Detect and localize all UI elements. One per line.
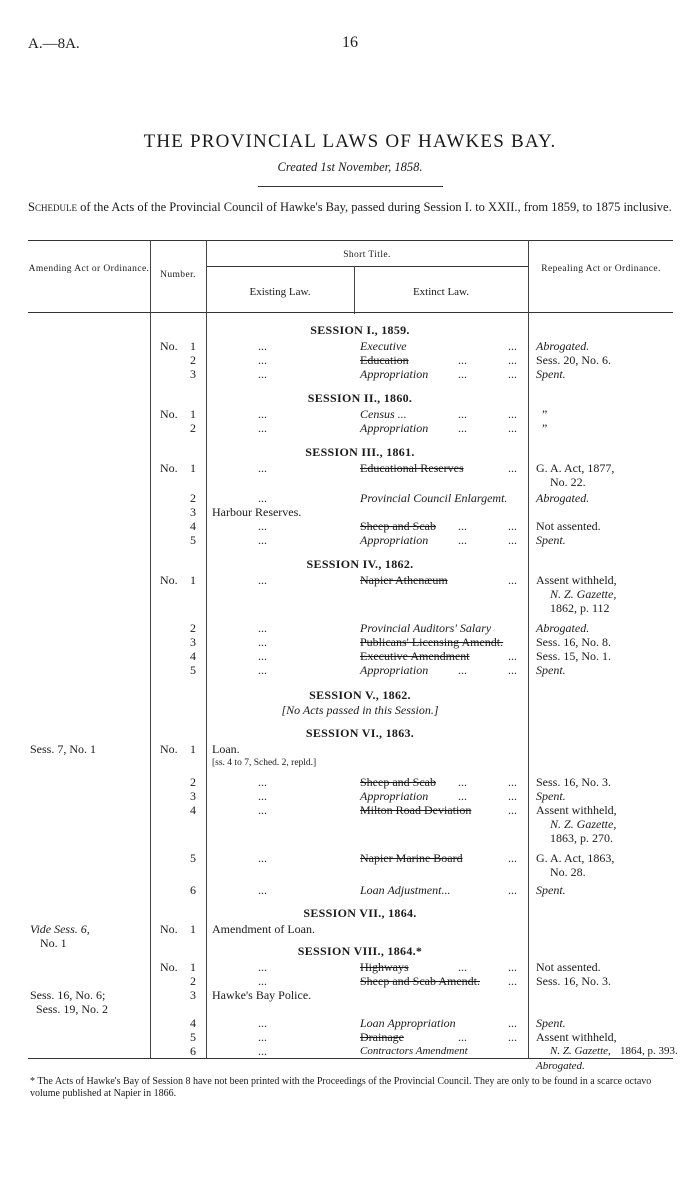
row-extinct: Appropriation <box>360 367 429 381</box>
row-number: 3 <box>190 988 196 1002</box>
row-repealing-cont: 1864, p. 393. <box>620 1045 678 1057</box>
row-existing: Harbour Reserves. <box>212 505 302 519</box>
row-repealing: Sess. 16, No. 8. <box>536 635 612 649</box>
row-dots: ... <box>508 339 517 353</box>
page-number: 16 <box>342 34 358 51</box>
row-existing-ellipsis: ... <box>258 461 267 475</box>
table-top-rule <box>28 240 673 241</box>
row-dots: ... <box>508 407 517 421</box>
row-repealing: Abrogated. <box>536 339 590 353</box>
row-repealing: Abrogated. <box>536 621 590 635</box>
row-existing-ellipsis: ... <box>258 974 267 988</box>
row-number: 1 <box>190 339 196 353</box>
row-existing-ellipsis: ... <box>258 1030 267 1044</box>
session-heading: SESSION III., 1861. <box>305 445 415 459</box>
row-dots: ... <box>458 421 467 435</box>
row-repealing-cont: N. Z. Gazette, <box>550 587 617 601</box>
row-repealing: Spent. <box>536 789 566 803</box>
row-amending-line: Vide Sess. 6, <box>30 922 90 936</box>
row-extinct: Contractors Amendment <box>360 1045 468 1057</box>
session-note: [No Acts passed in this Session.] <box>281 703 439 717</box>
row-no-label: No. <box>160 742 178 756</box>
row-repealing: Spent. <box>536 883 566 897</box>
row-number: 3 <box>190 505 196 519</box>
row-extinct: Executive Amendment <box>360 649 470 663</box>
page-title: THE PROVINCIAL LAWS OF HAWKES BAY. <box>143 131 557 152</box>
row-amending <box>30 922 90 936</box>
row-existing-ellipsis: ... <box>258 353 267 367</box>
row-extinct: Education <box>360 353 409 367</box>
row-number: 1 <box>190 922 196 936</box>
row-repealing-cont: N. Z. Gazette, <box>550 817 617 831</box>
row-dots: ... <box>508 573 517 587</box>
row-dots: ... <box>508 421 517 435</box>
row-number: 2 <box>190 353 196 367</box>
table-header-rule <box>28 312 673 313</box>
row-repealing: Not assented. <box>536 519 601 533</box>
row-extinct: Appropriation <box>360 789 429 803</box>
row-no-label: No. <box>160 922 178 936</box>
footnote: * The Acts of Hawke's Bay of Session 8 have not been printed with the Proceedings of the Provincial Council. They are only to be found in a scarce octavo volume published at Napier in 1866. <box>30 1076 652 1099</box>
row-number: 3 <box>190 367 196 381</box>
row-number: 1 <box>190 960 196 974</box>
schedule-text: of the Acts of the Provincial Council of Hawke's Bay, passed during Session I. to XXII., from 1859, to 1875 inclusive. <box>76 200 672 214</box>
row-dots: ... <box>458 353 467 367</box>
row-repealing: Spent. <box>536 367 566 381</box>
row-dots: ... <box>458 789 467 803</box>
row-repealing-cont: No. 28. <box>550 865 586 879</box>
row-repealing: Spent. <box>536 663 566 677</box>
row-existing-ellipsis: ... <box>258 621 267 635</box>
row-dots: ... <box>508 1030 517 1044</box>
row-amending: Sess. 7, No. 1 <box>30 742 97 756</box>
row-repealing: ” <box>542 421 548 435</box>
row-dots: ... <box>458 960 467 974</box>
row-repealing: G. A. Act, 1863, <box>536 851 615 865</box>
row-number: 6 <box>190 1044 196 1058</box>
row-number: 2 <box>190 974 196 988</box>
row-dots: ... <box>508 533 517 547</box>
row-extinct: Milton Road Deviation <box>360 803 472 817</box>
row-dots: ... <box>508 663 517 677</box>
row-extinct: Loan Adjustment... <box>360 883 451 897</box>
header-short-title: Short Title. <box>343 250 391 260</box>
session-heading: SESSION IV., 1862. <box>306 557 414 571</box>
row-repealing-cont: 1862, p. 112 <box>550 601 610 615</box>
row-repealing: Assent withheld, <box>536 1030 617 1044</box>
row-extinct: Appropriation <box>360 663 429 677</box>
row-no-label: No. <box>160 960 178 974</box>
row-number: 2 <box>190 621 196 635</box>
row-extinct: Sheep and Scab <box>360 775 436 789</box>
schedule-description <box>28 200 676 215</box>
row-dots: ... <box>508 789 517 803</box>
row-number: 4 <box>190 519 196 533</box>
row-dots: ... <box>508 649 517 663</box>
row-number: 5 <box>190 851 196 865</box>
row-dots: ... <box>458 519 467 533</box>
row-repealing: Sess. 16, No. 3. <box>536 974 612 988</box>
row-number: 5 <box>190 663 196 677</box>
row-dots: ... <box>508 803 517 817</box>
row-existing-note: [ss. 4 to 7, Sched. 2, repld.] <box>212 758 317 768</box>
session-heading: SESSION I., 1859. <box>310 323 410 337</box>
row-no-label: No. <box>160 339 178 353</box>
row-existing-ellipsis: ... <box>258 533 267 547</box>
row-repealing: G. A. Act, 1877, <box>536 461 615 475</box>
row-extinct: Provincial Auditors' Salary <box>360 621 492 635</box>
row-number: 1 <box>190 573 196 587</box>
row-dots: ... <box>508 519 517 533</box>
page-subtitle: Created 1st November, 1858. <box>277 160 423 174</box>
row-existing-ellipsis: ... <box>258 573 267 587</box>
row-dots: ... <box>508 851 517 865</box>
row-existing-ellipsis: ... <box>258 491 267 505</box>
header-amending: Amending Act or Ordinance. <box>28 264 150 274</box>
session-heading: SESSION V., 1862. <box>309 688 411 702</box>
row-amending-cont: No. 1 <box>40 936 67 950</box>
row-repealing-cont: N. Z. Gazette, <box>550 1045 611 1057</box>
row-repealing: Sess. 15, No. 1. <box>536 649 612 663</box>
row-extinct: Census ... <box>360 407 407 421</box>
col-divider-4 <box>528 240 529 1058</box>
document-reference: A.—8A. <box>28 36 80 52</box>
row-extinct: Sheep and Scab Amendt. <box>360 974 480 988</box>
row-dots: ... <box>508 775 517 789</box>
row-number: 2 <box>190 775 196 789</box>
row-extinct: Napier Athenæum <box>360 573 448 587</box>
row-no-label: No. <box>160 407 178 421</box>
row-dots: ... <box>458 533 467 547</box>
session-heading: SESSION VII., 1864. <box>303 906 417 920</box>
row-existing-ellipsis: ... <box>258 1044 267 1058</box>
header-number: Number. <box>160 270 196 280</box>
row-extinct: Napier Marine Board <box>360 851 463 865</box>
row-extinct: Drainage <box>360 1030 404 1044</box>
row-existing-ellipsis: ... <box>258 1016 267 1030</box>
row-number: 3 <box>190 635 196 649</box>
row-repealing: Spent. <box>536 1016 566 1030</box>
row-dots: ... <box>458 775 467 789</box>
session-heading: SESSION II., 1860. <box>307 391 413 405</box>
row-repealing: ” <box>542 407 548 421</box>
row-number: 4 <box>190 649 196 663</box>
row-number: 1 <box>190 461 196 475</box>
row-repealing: Abrogated. <box>536 491 590 505</box>
row-existing: Amendment of Loan. <box>212 922 315 936</box>
row-existing-ellipsis: ... <box>258 421 267 435</box>
row-no-label: No. <box>160 573 178 587</box>
row-dots: ... <box>508 1016 517 1030</box>
row-extinct: Appropriation <box>360 533 429 547</box>
session-heading: SESSION VI., 1863. <box>305 726 415 740</box>
row-number: 6 <box>190 883 196 897</box>
row-extinct: Publicans' Licensing Amendt. <box>360 635 504 649</box>
session-heading: SESSION VIII., 1864.* <box>297 944 423 958</box>
row-existing-ellipsis: ... <box>258 803 267 817</box>
row-repealing: Assent withheld, <box>536 803 617 817</box>
row-amending-cont: Sess. 19, No. 2 <box>36 1002 109 1016</box>
row-number: 4 <box>190 1016 196 1030</box>
row-repealing-cont: No. 22. <box>550 475 586 489</box>
row-dots: ... <box>508 974 517 988</box>
row-number: 2 <box>190 491 196 505</box>
row-dots: ... <box>508 461 517 475</box>
row-existing-ellipsis: ... <box>258 663 267 677</box>
row-existing-ellipsis: ... <box>258 851 267 865</box>
row-dots: ... <box>508 960 517 974</box>
row-extinct: Loan Appropriation <box>360 1016 456 1030</box>
row-dots: ... <box>458 663 467 677</box>
row-existing-ellipsis: ... <box>258 367 267 381</box>
row-extinct: Sheep and Scab <box>360 519 436 533</box>
row-number: 1 <box>190 742 196 756</box>
row-number: 1 <box>190 407 196 421</box>
row-repealing-final: Abrogated. <box>536 1060 585 1072</box>
row-dots: ... <box>458 407 467 421</box>
header-existing: Existing Law. <box>249 286 311 298</box>
row-existing-ellipsis: ... <box>258 339 267 353</box>
schedule-lead: Schedule <box>28 200 77 214</box>
row-existing-ellipsis: ... <box>258 635 267 649</box>
row-number: 2 <box>190 421 196 435</box>
col-divider-2 <box>206 240 207 1058</box>
short-title-rule <box>206 266 528 267</box>
row-number: 3 <box>190 789 196 803</box>
row-existing-ellipsis: ... <box>258 519 267 533</box>
row-existing: Loan. <box>212 742 240 756</box>
title-divider <box>258 186 443 187</box>
header-repealing: Repealing Act or Ordinance. <box>541 264 661 274</box>
row-extinct: Appropriation <box>360 421 429 435</box>
row-number: 5 <box>190 1030 196 1044</box>
row-extinct: Educational Reserves <box>360 461 464 475</box>
row-extinct: Provincial Council Enlargemt. <box>360 491 508 505</box>
row-repealing: Not assented. <box>536 960 601 974</box>
row-existing-ellipsis: ... <box>258 407 267 421</box>
row-extinct: Highways <box>360 960 409 974</box>
row-repealing: Sess. 16, No. 3. <box>536 775 612 789</box>
col-divider-1 <box>150 240 151 1058</box>
row-existing-ellipsis: ... <box>258 649 267 663</box>
row-dots: ... <box>508 883 517 897</box>
row-dots: ... <box>458 1030 467 1044</box>
row-existing-ellipsis: ... <box>258 883 267 897</box>
row-existing-ellipsis: ... <box>258 775 267 789</box>
header-extinct: Extinct Law. <box>412 286 470 298</box>
row-existing: Hawke's Bay Police. <box>212 988 312 1002</box>
row-repealing-cont: 1863, p. 270. <box>550 831 613 845</box>
row-dots: ... <box>508 367 517 381</box>
row-number: 4 <box>190 803 196 817</box>
row-dots: ... <box>458 367 467 381</box>
row-repealing: Sess. 20, No. 6. <box>536 353 612 367</box>
row-amending: Sess. 16, No. 6; <box>30 988 106 1002</box>
row-dots: ... <box>508 353 517 367</box>
row-no-label: No. <box>160 461 178 475</box>
row-repealing: Assent withheld, <box>536 573 617 587</box>
row-repealing: Spent. <box>536 533 566 547</box>
row-extinct: Executive <box>360 339 407 353</box>
row-existing-ellipsis: ... <box>258 789 267 803</box>
row-number: 5 <box>190 533 196 547</box>
row-existing-ellipsis: ... <box>258 960 267 974</box>
